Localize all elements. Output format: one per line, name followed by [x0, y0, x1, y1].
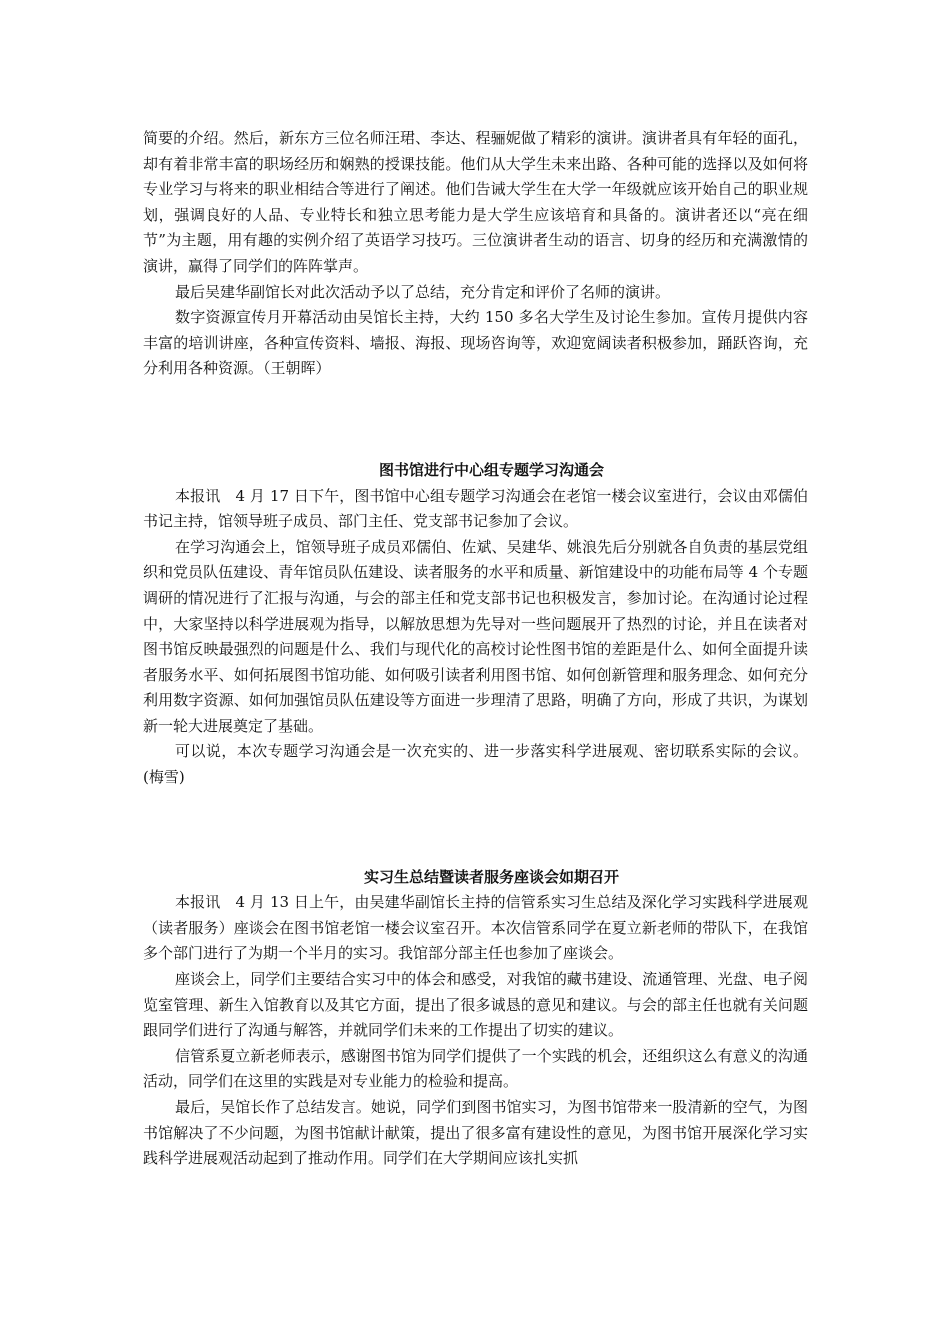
paragraph: 座谈会上，同学们主要结合实习中的体会和感受，对我馆的藏书建设、流通管理、光盘、电子阅览室管理、新生入馆教育以及其它方面，提出了很多诚恳的意见和建议。与会的部主任也就有关问题跟同学们进行了沟通与解答，并就同学们未来的工作提出了切实的建议。 [143, 970, 808, 1040]
document-page [143, 126, 808, 1172]
section-spacer [143, 382, 808, 458]
section-spacer [143, 791, 808, 865]
paragraph: 在学习沟通会上，馆领导班子成员邓儒伯、佐斌、吴建华、姚浪先后分别就各自负责的基层党组织和党员队伍建设、青年馆员队伍建设、读者服务的水平和质量、新馆建设中的功能布局等 4 个专题调研的情况进行了汇报与沟通，与会的部主任和党支部书记也积极发言，参加讨论。在沟通讨论过程中，大家坚持以科学进展观为指导，以解放思想为先导对一些问题展开了热烈的讨论，并且在读者对图书馆反映最强烈的问题是什么、我们与现代化的高校讨论性图书馆的差距是什么、如何全面提升读者服务水平、如何拓展图书馆功能、如何吸引读者利用图书馆、如何创新管理和服务理念、如何充分利用数字资源、如何加强馆员队伍建设等方面进一步理清了思路，明确了方向，形成了共识，为谋划新一轮大进展奠定了基础。 [143, 537, 808, 735]
paragraph: 数字资源宣传月开幕活动由吴馆长主持，大约 150 多名大学生及讨论生参加。宣传月提供内容丰富的培训讲座，各种宣传资料、墙报、海报、现场咨询等，欢迎宽阔读者积极参加，踊跃咨询，充分利用各种资源。（王朝晖） [143, 308, 808, 378]
paragraph: 最后吴建华副馆长对此次活动予以了总结，充分肯定和评价了名师的演讲。 [175, 282, 671, 301]
article-study-meeting [143, 458, 808, 791]
paragraph: 简要的介绍。然后，新东方三位名师汪珺、李达、程骊妮做了精彩的演讲。演讲者具有年轻的面孔，却有着非常丰富的职场经历和娴熟的授课技能。他们从大学生未来出路、各种可能的选择以及如何将专业学习与将来的职业相结合等进行了阐述。他们告诫大学生在大学一年级就应该开始自己的职业规划，强调良好的人品、专业特长和独立思考能力是大学生应该培育和具备的。演讲者还以“亮在细节”为主题，用有趣的实例介绍了英语学习技巧。三位演讲者生动的语言、切身的经历和充满激情的演讲，赢得了同学们的阵阵掌声。 [143, 129, 808, 275]
paragraph: 本报讯 4 月 17 日下午，图书馆中心组专题学习沟通会在老馆一楼会议室进行，会议由邓儒伯书记主持，馆领导班子成员、部门主任、党支部书记参加了会议。 [143, 486, 808, 531]
article-title: 图书馆进行中心组专题学习沟通会 [378, 460, 604, 479]
article-continuation [143, 126, 808, 382]
article-intern-meeting [143, 865, 808, 1172]
paragraph: 本报讯 4 月 13 日上午，由吴建华副馆长主持的信管系实习生总结及深化学习实践科学进展观（读者服务）座谈会在图书馆老馆一楼会议室召开。本次信管系同学在夏立新老师的带队下，在我馆多个部门进行了为期一个半月的实习。我馆部分部主任也参加了座谈会。 [143, 893, 808, 963]
article-title: 实习生总结暨读者服务座谈会如期召开 [363, 867, 619, 886]
paragraph: 最后，吴馆长作了总结发言。她说，同学们到图书馆实习，为图书馆带来一股清新的空气，为图书馆解决了不少问题，为图书馆献计献策，提出了很多富有建设性的意见，为图书馆开展深化学习实践科学进展观活动起到了推动作用。同学们在大学期间应该扎实抓 [143, 1098, 808, 1168]
paragraph: 信管系夏立新老师表示，感谢图书馆为同学们提供了一个实践的机会，还组织这么有意义的沟通活动，同学们在这里的实践是对专业能力的检验和提高。 [143, 1046, 808, 1091]
paragraph: 可以说，本次专题学习沟通会是一次充实的、进一步落实科学进展观、密切联系实际的会议。(梅雪) [143, 742, 808, 787]
